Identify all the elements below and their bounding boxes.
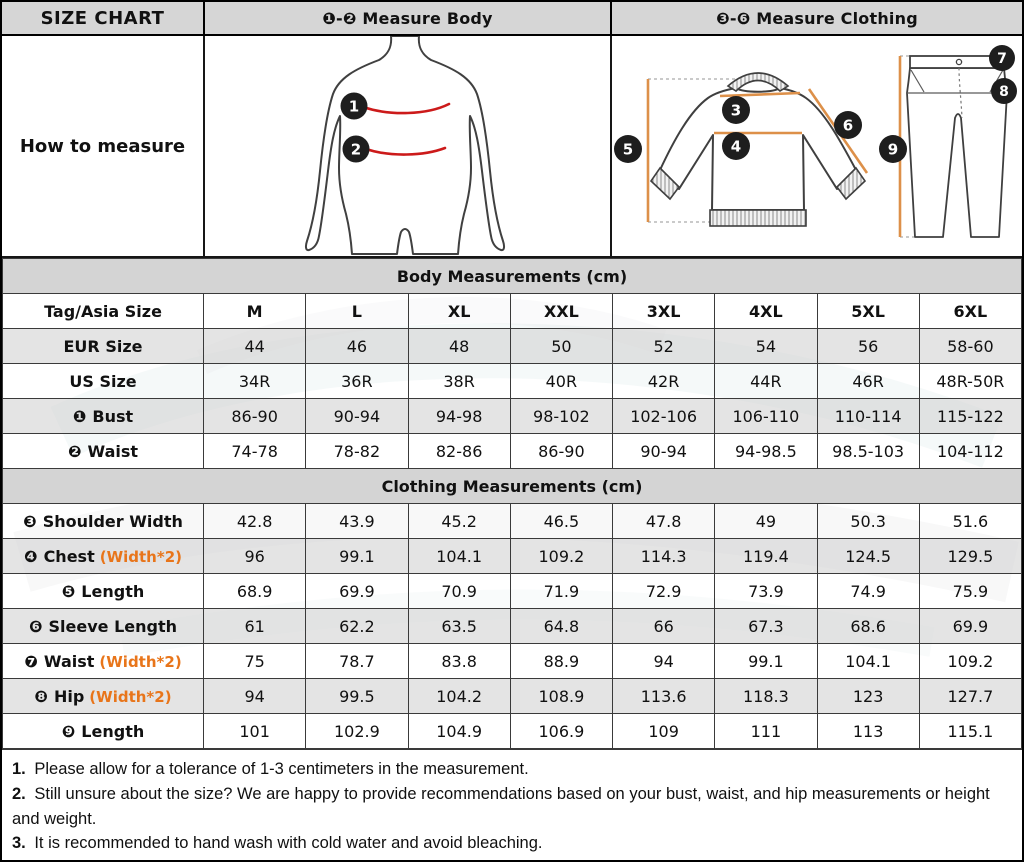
value-cell: 94 [204, 679, 306, 714]
value-cell: 113.6 [613, 679, 715, 714]
value-cell: 75.9 [919, 574, 1021, 609]
value-cell: 45.2 [408, 504, 510, 539]
svg-text:4: 4 [730, 137, 742, 156]
size-column-header: 6XL [919, 294, 1021, 329]
value-cell: 69.9 [919, 609, 1021, 644]
value-cell: 104-112 [919, 434, 1021, 469]
row-label-text: Length [81, 581, 145, 601]
value-cell: 115.1 [919, 714, 1021, 749]
note-number: 3. [12, 834, 26, 853]
value-cell: 56 [817, 329, 919, 364]
value-cell: 71.9 [510, 574, 612, 609]
size-column-header: 3XL [613, 294, 715, 329]
row-label [3, 574, 204, 609]
value-cell: 34R [204, 364, 306, 399]
value-cell: 110-114 [817, 399, 919, 434]
value-cell: 72.9 [613, 574, 715, 609]
row-marker-icon: ❻ [28, 616, 43, 636]
value-cell: 96 [204, 539, 306, 574]
note-line: 2. Still unsure about the size? We are happy to provide recommendations based on your bust, waist, and hip measurements or height and weight. [12, 784, 990, 828]
value-cell: 90-94 [306, 399, 408, 434]
marker-1-icon [341, 93, 368, 120]
svg-text:6: 6 [842, 116, 854, 135]
section-title: Clothing Measurements (cm) [3, 469, 1022, 504]
marker-4-icon [722, 132, 750, 160]
value-cell: 44R [715, 364, 817, 399]
size-system-header: Tag/Asia Size [3, 294, 204, 329]
value-cell: 129.5 [919, 539, 1021, 574]
value-cell: 46.5 [510, 504, 612, 539]
note-number: 2. [12, 784, 26, 803]
value-cell: 111 [715, 714, 817, 749]
value-cell: 74.9 [817, 574, 919, 609]
value-cell: 104.2 [408, 679, 510, 714]
value-cell: 115-122 [919, 399, 1021, 434]
value-cell: 40R [510, 364, 612, 399]
body-section-bar [3, 259, 1022, 294]
marker-6-icon [834, 111, 862, 139]
section-title: Body Measurements (cm) [3, 259, 1022, 294]
notes-section [2, 749, 1022, 860]
value-cell: 46 [306, 329, 408, 364]
row-marker-icon: ❸ [23, 511, 37, 531]
value-cell: 54 [715, 329, 817, 364]
value-cell: 42R [613, 364, 715, 399]
value-cell: 94 [613, 644, 715, 679]
measure-clothing-header: ❸-❻ Measure Clothing [610, 2, 1022, 34]
value-cell: 94-98 [408, 399, 510, 434]
svg-text:7: 7 [997, 50, 1007, 67]
row-marker-icon: ❾ [61, 721, 76, 741]
note-number: 1. [12, 760, 26, 778]
row-marker-icon: ❽ [34, 686, 48, 706]
value-cell: 109.2 [919, 644, 1021, 679]
value-cell: 99.1 [715, 644, 817, 679]
value-cell: 99.1 [306, 539, 408, 574]
row-label [3, 679, 204, 714]
row-label-text: Hip [53, 686, 85, 706]
value-cell: 88.9 [510, 644, 612, 679]
row-marker-icon: ❺ [61, 581, 76, 601]
value-cell: 46R [817, 364, 919, 399]
table-row [3, 434, 1022, 469]
row-label-suffix: (Width*2) [89, 687, 172, 706]
value-cell: 104.1 [408, 539, 510, 574]
body-figure-icon [205, 36, 610, 256]
row-label [3, 714, 204, 749]
svg-text:1: 1 [348, 97, 360, 116]
row-marker-icon: ❶ [72, 406, 87, 426]
measure-body-header: ❶-❷ Measure Body [203, 2, 610, 34]
value-cell: 104.9 [408, 714, 510, 749]
row-label-text: Sleeve Length [48, 616, 178, 636]
marker-2-icon [343, 136, 370, 163]
value-cell: 63.5 [408, 609, 510, 644]
value-cell: 64.8 [510, 609, 612, 644]
marker-5-icon [614, 135, 642, 163]
value-cell: 49 [715, 504, 817, 539]
value-cell: 98-102 [510, 399, 612, 434]
row-label [3, 609, 204, 644]
value-cell: 51.6 [919, 504, 1021, 539]
marker-7-icon [989, 45, 1015, 71]
value-cell: 98.5-103 [817, 434, 919, 469]
value-cell: 50.3 [817, 504, 919, 539]
table-row [3, 329, 1022, 364]
value-cell: 48 [408, 329, 510, 364]
value-cell: 114.3 [613, 539, 715, 574]
value-cell: 119.4 [715, 539, 817, 574]
value-cell: 108.9 [510, 679, 612, 714]
size-column-header: M [204, 294, 306, 329]
value-cell: 113 [817, 714, 919, 749]
top-header-row [2, 2, 1022, 36]
row-label-suffix: (Width*2) [99, 547, 182, 566]
garment-figures-icon [612, 36, 1022, 256]
measurements-table [2, 258, 1022, 749]
value-cell: 99.5 [306, 679, 408, 714]
row-label: EUR Size [3, 329, 204, 364]
value-cell: 68.6 [817, 609, 919, 644]
value-cell: 42.8 [204, 504, 306, 539]
value-cell: 86-90 [510, 434, 612, 469]
row-label-text: Waist [43, 651, 95, 671]
value-cell: 82-86 [408, 434, 510, 469]
value-cell: 86-90 [204, 399, 306, 434]
row-label [3, 399, 204, 434]
how-to-measure-label: How to measure [19, 135, 186, 157]
value-cell: 106.9 [510, 714, 612, 749]
value-cell: 106-110 [715, 399, 817, 434]
row-label-suffix: (Width*2) [99, 652, 182, 671]
value-cell: 70.9 [408, 574, 510, 609]
marker-8-icon [991, 78, 1017, 104]
svg-text:9: 9 [887, 140, 899, 159]
value-cell: 48R-50R [919, 364, 1021, 399]
size-column-header: 5XL [817, 294, 919, 329]
table-row [3, 714, 1022, 749]
value-cell: 43.9 [306, 504, 408, 539]
value-cell: 67.3 [715, 609, 817, 644]
svg-text:5: 5 [622, 140, 634, 159]
row-label-text: Length [81, 721, 145, 741]
svg-text:3: 3 [730, 101, 742, 120]
clothing-section-bar [3, 469, 1022, 504]
value-cell: 74-78 [204, 434, 306, 469]
row-marker-icon: ❼ [24, 651, 38, 671]
value-cell: 52 [613, 329, 715, 364]
value-cell: 38R [408, 364, 510, 399]
value-cell: 75 [204, 644, 306, 679]
value-cell: 94-98.5 [715, 434, 817, 469]
value-cell: 50 [510, 329, 612, 364]
size-column-header: 4XL [715, 294, 817, 329]
value-cell: 102-106 [613, 399, 715, 434]
value-cell: 83.8 [408, 644, 510, 679]
table-row [3, 399, 1022, 434]
row-label-text: Waist [87, 441, 139, 461]
body-measure-diagram [203, 36, 610, 256]
svg-text:8: 8 [999, 83, 1009, 100]
value-cell: 109.2 [510, 539, 612, 574]
value-cell: 101 [204, 714, 306, 749]
value-cell: 68.9 [204, 574, 306, 609]
table-row [3, 609, 1022, 644]
marker-9-icon [879, 135, 907, 163]
value-cell: 58-60 [919, 329, 1021, 364]
table-row [3, 574, 1022, 609]
column-header-row [3, 294, 1022, 329]
table-row [3, 644, 1022, 679]
note-line: 1. Please allow for a tolerance of 1-3 centimeters in the measurement. [12, 760, 529, 778]
value-cell: 44 [204, 329, 306, 364]
how-to-measure-row [2, 36, 1022, 258]
value-cell: 127.7 [919, 679, 1021, 714]
row-label [3, 644, 204, 679]
clothing-measure-diagram [610, 36, 1022, 256]
size-column-header: L [306, 294, 408, 329]
page-title: SIZE CHART [40, 7, 165, 29]
value-cell: 109 [613, 714, 715, 749]
value-cell: 104.1 [817, 644, 919, 679]
svg-text:2: 2 [350, 140, 362, 159]
value-cell: 62.2 [306, 609, 408, 644]
table-row [3, 364, 1022, 399]
table-row [3, 504, 1022, 539]
row-marker-icon: ❹ [24, 546, 38, 566]
row-label [3, 539, 204, 574]
value-cell: 73.9 [715, 574, 817, 609]
value-cell: 123 [817, 679, 919, 714]
value-cell: 90-94 [613, 434, 715, 469]
value-cell: 78.7 [306, 644, 408, 679]
table-row [3, 679, 1022, 714]
measurements-table-wrap [2, 258, 1022, 749]
size-column-header: XXL [510, 294, 612, 329]
row-label-text: Shoulder Width [42, 511, 183, 531]
table-row [3, 539, 1022, 574]
value-cell: 118.3 [715, 679, 817, 714]
value-cell: 69.9 [306, 574, 408, 609]
value-cell: 36R [306, 364, 408, 399]
value-cell: 124.5 [817, 539, 919, 574]
value-cell: 102.9 [306, 714, 408, 749]
row-label-text: Chest [43, 546, 95, 566]
value-cell: 47.8 [613, 504, 715, 539]
row-label: US Size [3, 364, 204, 399]
row-label [3, 504, 204, 539]
row-label [3, 434, 204, 469]
size-column-header: XL [408, 294, 510, 329]
value-cell: 61 [204, 609, 306, 644]
row-label-text: Bust [92, 406, 134, 426]
note-line: 3. It is recommended to hand wash with cold water and avoid bleaching. [12, 834, 543, 853]
value-cell: 78-82 [306, 434, 408, 469]
value-cell: 66 [613, 609, 715, 644]
marker-3-icon [722, 96, 750, 124]
row-marker-icon: ❷ [67, 441, 82, 461]
